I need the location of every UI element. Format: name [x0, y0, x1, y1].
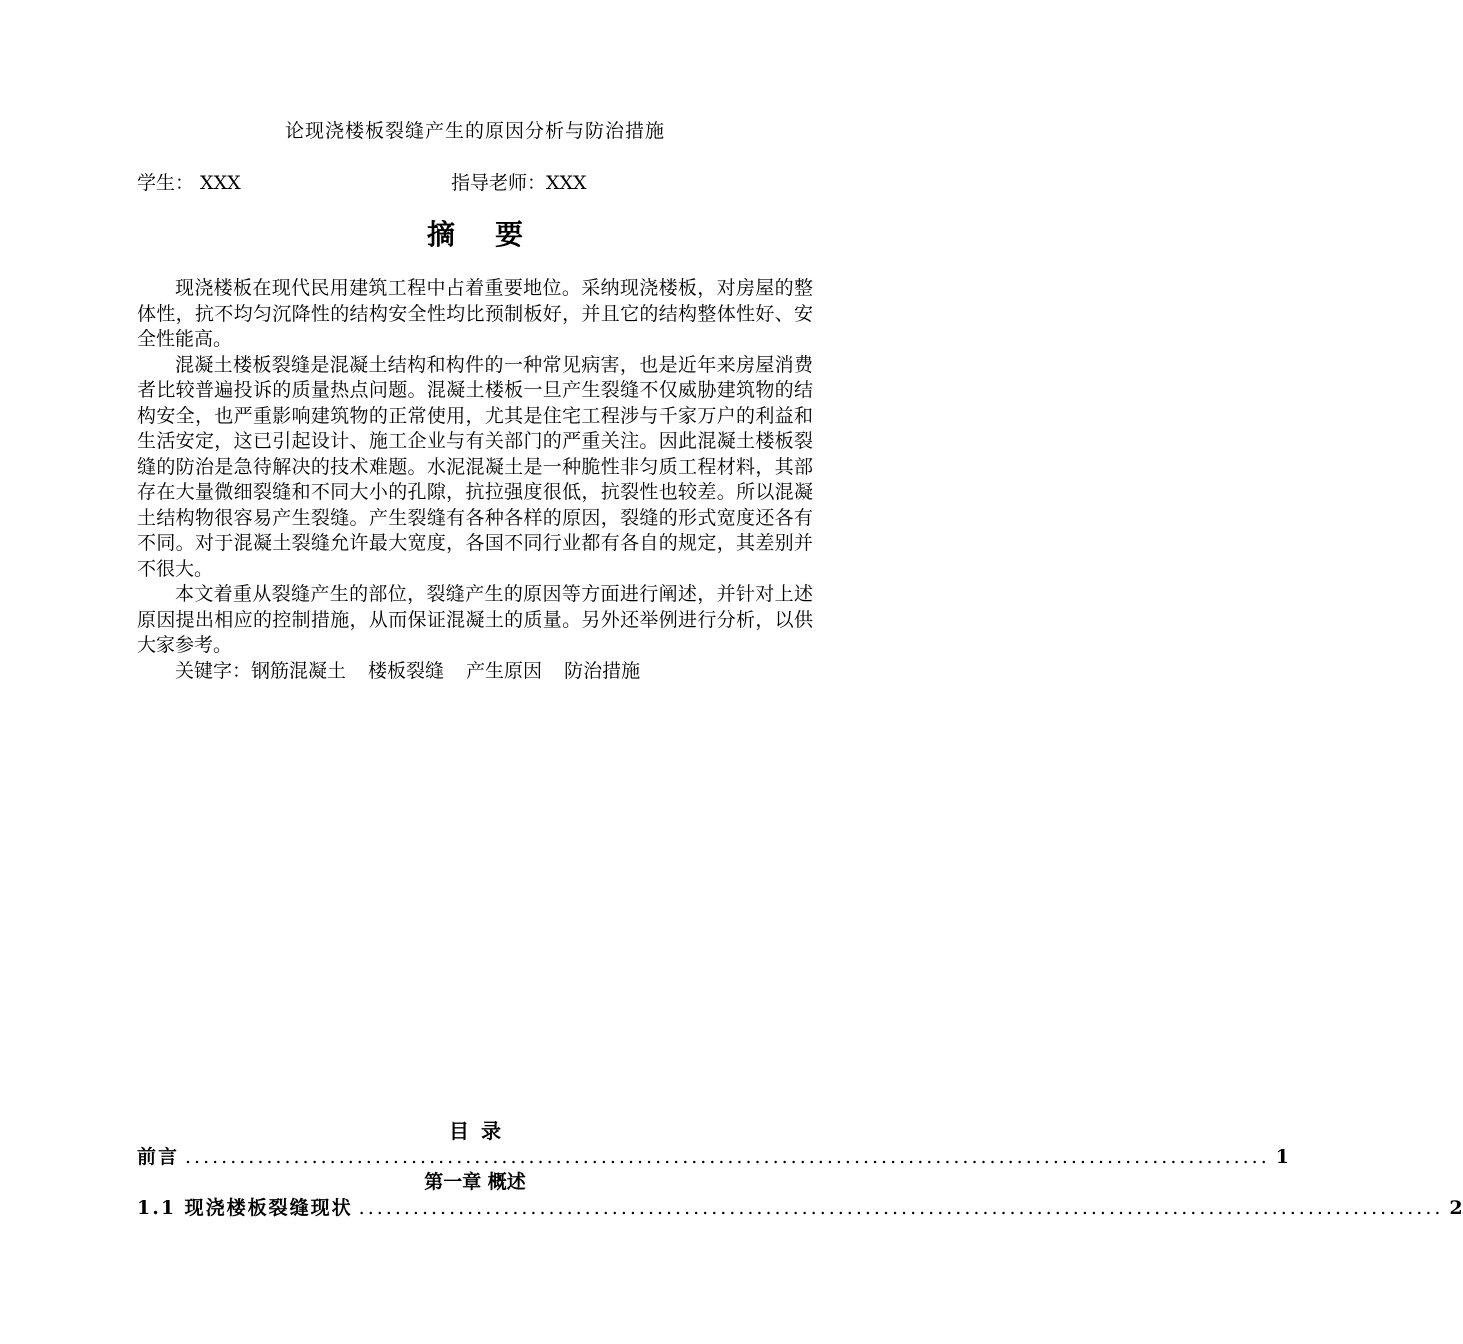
document-title: 论现浇楼板裂缝产生的原因分析与防治措施 [284, 120, 665, 142]
toc-entry[interactable] [137, 1142, 1289, 1169]
abstract-paragraph: 现浇楼板在现代民用建筑工程中占着重要地位。采纳现浇楼板，对房屋的整体性，抗不均匀沉降性的结构安全性均比预制板好，并且它的结构整体性好、安全性能高。 [137, 277, 813, 350]
toc-leader-dots: ........................................................................................................................ [358, 1197, 1444, 1219]
toc-entry-page: 1 [1275, 1146, 1289, 1168]
abstract-paragraph: 混凝土楼板裂缝是混凝土结构和构件的一种常见病害，也是近年来房屋消费者比较普遍投诉的质量热点问题。混凝土楼板一旦产生裂缝不仅威胁建筑物的结构安全，也严重影响建筑物的正常使用，尤其是住宅工程涉与千家万户的利益和生活安定，这已引起设计、施工企业与有关部门的严重关注。因此混凝土楼板裂缝的防治是急待解决的技术难题。水泥混凝土是一种脆性非匀质工程材料，其部存在大量微细裂缝和不同大小的孔隙，抗拉强度很低，抗裂性也较差。所以混凝土结构物很容易产生裂缝。产生裂缝有各种各样的原因，裂缝的形式宽度还各有不同。对于混凝土裂缝允许最大宽度，各国不同行业都有各自的规定，其差别并不很大。 [137, 353, 813, 580]
keyword: 楼板裂缝 [368, 659, 445, 682]
student-name: 学生： XXX [137, 172, 241, 194]
abstract-body [137, 276, 813, 684]
keyword: 防治措施 [564, 659, 641, 682]
keyword: 钢筋混凝土 [251, 659, 347, 682]
toc-entry-label: 1.1 现浇楼板裂缝现状 [137, 1197, 353, 1219]
abstract-paragraph: 本文着重从裂缝产生的部位，裂缝产生的原因等方面进行阐述，并针对上述原因提出相应的控制措施，从而保证混凝土的质量。另外还举例进行分析，以供大家参考。 [137, 583, 813, 656]
toc-entry-page: 2 [1449, 1197, 1463, 1219]
keywords-line [137, 659, 813, 685]
advisor-name: 指导老师：XXX [451, 172, 587, 194]
keywords-label: 关键字： [175, 659, 252, 682]
toc-entry-label: 前言 [137, 1146, 180, 1168]
toc-chapter-heading[interactable]: 第一章 概述 [424, 1171, 526, 1193]
abstract-heading: 摘要 [426, 218, 563, 251]
toc-leader-dots: ........................................................................................................................ [185, 1146, 1270, 1168]
toc-heading: 目录 [449, 1119, 513, 1143]
toc-entry[interactable] [137, 1193, 1463, 1220]
keyword: 产生原因 [466, 659, 543, 682]
